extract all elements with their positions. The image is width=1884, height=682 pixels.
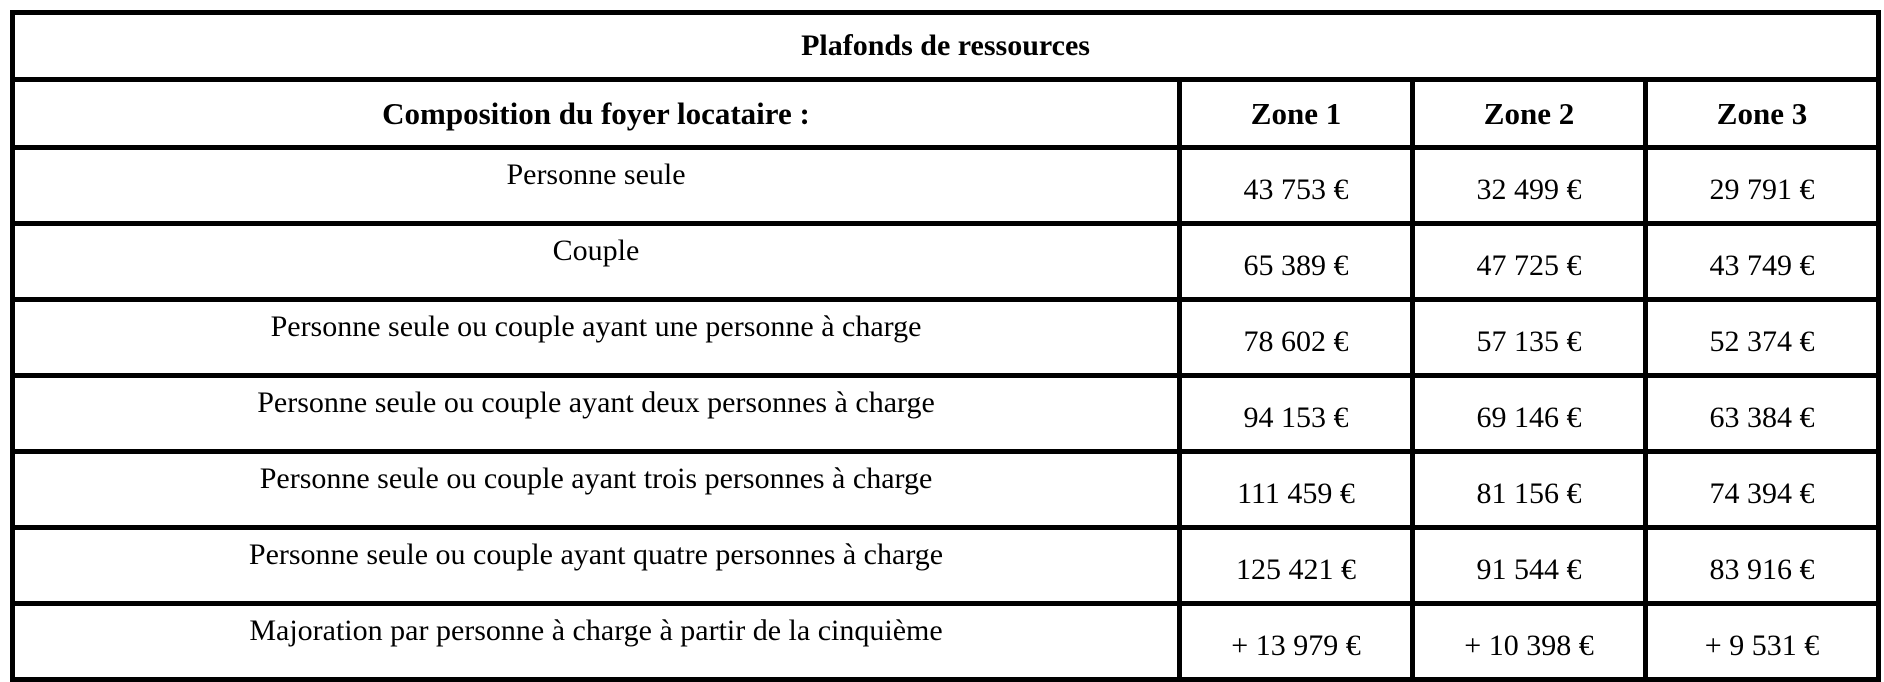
zone-2-value: 47 725 € [1413,224,1646,300]
zone-3-value: 52 374 € [1646,300,1879,376]
zone-1-value: + 13 979 € [1180,604,1413,680]
resource-ceilings-table-container [10,10,1876,682]
row-label: Personne seule ou couple ayant une personne à charge [13,300,1180,376]
zone-2-value: 32 499 € [1413,148,1646,224]
zone-3-value: 83 916 € [1646,528,1879,604]
zone-1-value: 125 421 € [1180,528,1413,604]
zone-3-value: 74 394 € [1646,452,1879,528]
table-row [13,528,1879,604]
zone-1-value: 43 753 € [1180,148,1413,224]
table-title-row [13,13,1879,80]
table-row [13,224,1879,300]
zone-3-value: 63 384 € [1646,376,1879,452]
table-header-row [13,80,1879,148]
zone-1-value: 94 153 € [1180,376,1413,452]
row-label: Personne seule ou couple ayant deux personnes à charge [13,376,1180,452]
table-row [13,452,1879,528]
row-label: Majoration par personne à charge à partir de la cinquième [13,604,1180,680]
resource-ceilings-table [10,10,1881,682]
zone-3-value: + 9 531 € [1646,604,1879,680]
row-label: Couple [13,224,1180,300]
table-row [13,604,1879,680]
zone-1-value: 111 459 € [1180,452,1413,528]
zone-2-value: 69 146 € [1413,376,1646,452]
zone-3-value: 29 791 € [1646,148,1879,224]
header-zone-2: Zone 2 [1413,80,1646,148]
table-row [13,376,1879,452]
zone-1-value: 78 602 € [1180,300,1413,376]
zone-2-value: 91 544 € [1413,528,1646,604]
zone-2-value: 57 135 € [1413,300,1646,376]
table-row [13,148,1879,224]
zone-2-value: 81 156 € [1413,452,1646,528]
header-zone-3: Zone 3 [1646,80,1879,148]
table-row [13,300,1879,376]
row-label: Personne seule ou couple ayant quatre personnes à charge [13,528,1180,604]
header-household-composition: Composition du foyer locataire : [13,80,1180,148]
zone-1-value: 65 389 € [1180,224,1413,300]
row-label: Personne seule [13,148,1180,224]
zone-3-value: 43 749 € [1646,224,1879,300]
table-title: Plafonds de ressources [13,13,1879,80]
header-zone-1: Zone 1 [1180,80,1413,148]
zone-2-value: + 10 398 € [1413,604,1646,680]
row-label: Personne seule ou couple ayant trois personnes à charge [13,452,1180,528]
